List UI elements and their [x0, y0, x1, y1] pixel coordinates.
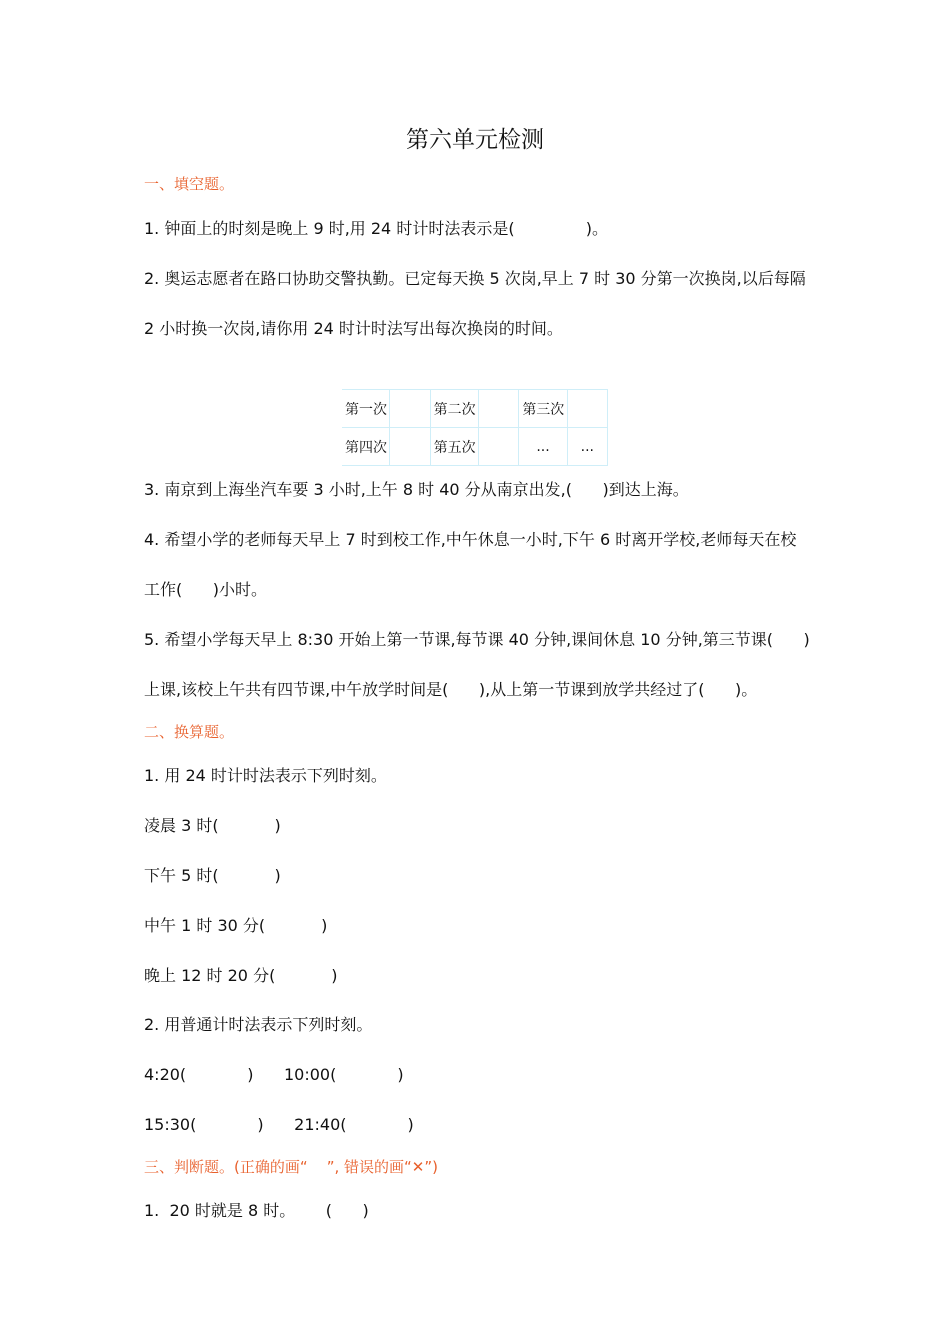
table-cell-blank	[390, 390, 430, 428]
question-1-2-line-2: 2 小时换一次岗,请你用 24 时计时法写出每次换岗的时间。	[144, 319, 563, 338]
table-cell-blank	[479, 428, 519, 466]
conversion-item: 中午 1 时 30 分( )	[144, 916, 328, 935]
conversion-item: 晚上 12 时 20 分( )	[144, 966, 338, 985]
section-heading-fill-blank: 一、填空题。	[144, 175, 235, 193]
question-1-2-line-1: 2. 奥运志愿者在路口协助交警执勤。已定每天换 5 次岗,早上 7 时 30 分第一次换岗,以后每隔	[144, 269, 806, 288]
conversion-item: 下午 5 时( )	[144, 866, 281, 885]
section-heading-conversion: 二、换算题。	[144, 723, 235, 741]
table-cell-blank	[479, 390, 519, 428]
conversion-item-row: 4:20( ) 10:00( )	[144, 1065, 404, 1084]
question-1-3: 3. 南京到上海坐汽车要 3 小时,上午 8 时 40 分从南京出发,( )到达上海。	[144, 480, 689, 499]
question-1-5-line-1: 5. 希望小学每天早上 8:30 开始上第一节课,每节课 40 分钟,课间休息 10 分钟,第三节课( )	[144, 630, 810, 649]
table-cell: 第四次	[342, 428, 390, 466]
table-row	[342, 428, 608, 466]
table-cell-blank	[567, 390, 607, 428]
conversion-item: 凌晨 3 时( )	[144, 816, 281, 835]
table-cell: 第三次	[519, 390, 567, 428]
shift-schedule-table	[342, 389, 608, 466]
table-cell-blank	[390, 428, 430, 466]
question-1-4-line-1: 4. 希望小学的老师每天早上 7 时到校工作,中午休息一小时,下午 6 时离开学校,老师每天在校	[144, 530, 797, 549]
question-2-1: 1. 用 24 时计时法表示下列时刻。	[144, 766, 387, 785]
page-title: 第六单元检测	[406, 127, 544, 153]
table-row	[342, 390, 608, 428]
table-cell: ...	[519, 428, 567, 466]
question-1-1: 1. 钟面上的时刻是晚上 9 时,用 24 时计时法表示是( )。	[144, 219, 609, 238]
question-3-1: 1. 20 时就是 8 时。 ( )	[144, 1201, 369, 1220]
question-2-2: 2. 用普通计时法表示下列时刻。	[144, 1015, 373, 1034]
table-cell: 第二次	[430, 390, 478, 428]
table-cell: 第五次	[430, 428, 478, 466]
question-1-4-line-2: 工作( )小时。	[144, 580, 268, 599]
table-cell: ...	[567, 428, 607, 466]
conversion-item-row: 15:30( ) 21:40( )	[144, 1115, 414, 1134]
question-1-5-line-2: 上课,该校上午共有四节课,中午放学时间是( ),从上第一节课到放学共经过了( )。	[144, 680, 758, 699]
table-cell: 第一次	[342, 390, 390, 428]
section-heading-true-false: 三、判断题。(正确的画“ ”, 错误的画“✕”)	[144, 1158, 438, 1176]
